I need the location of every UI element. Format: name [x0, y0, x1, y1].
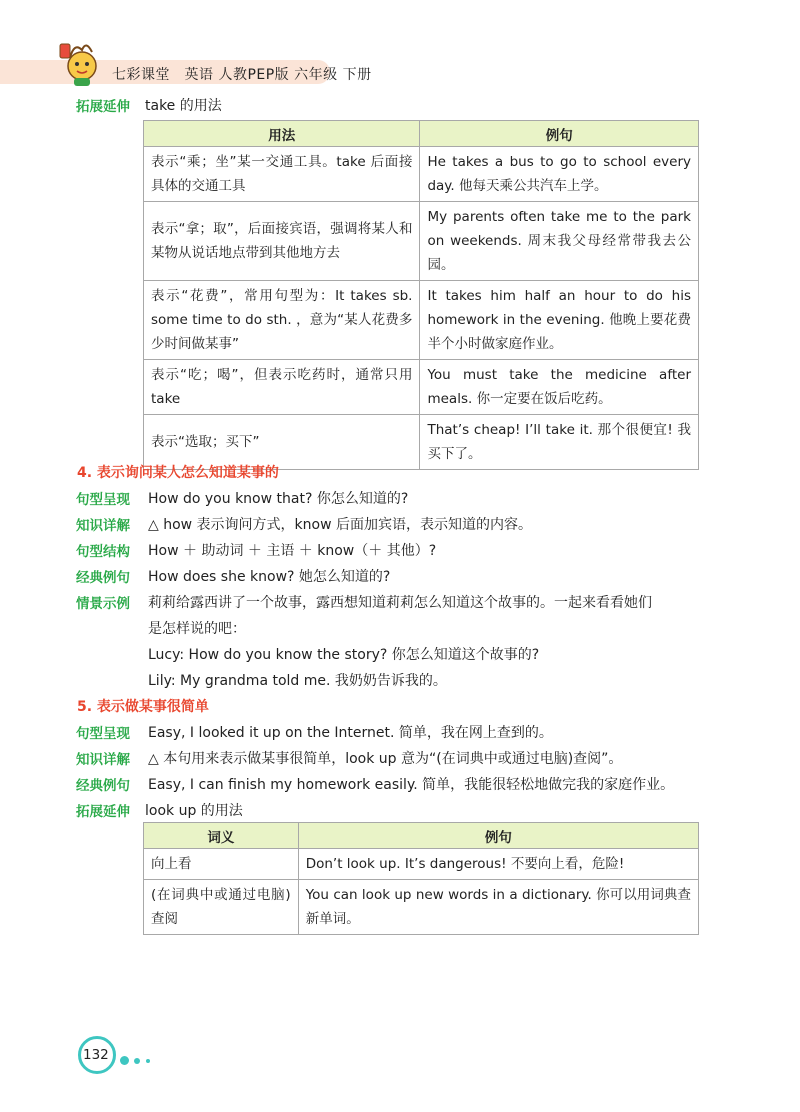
example-cell: That’s cheap! I’ll take it. 那个很便宜! 我买下了。: [420, 415, 699, 470]
s4-explanation: △ how 表示询问方式，know 后面加宾语，表示知道的内容。: [148, 517, 533, 533]
section-5-heading: 5. 表示做某事很简单: [77, 699, 209, 715]
example-cell: You can look up new words in a dictionary. 你可以用词典查新单词。: [298, 880, 698, 935]
s4-dialog-lily: Lily: My grandma told me. 我奶奶告诉我的。: [148, 673, 447, 689]
column-header: 词义: [144, 823, 299, 849]
usage-cell: 表示“选取；买下”: [144, 415, 420, 470]
label-qingjing: 情景示例: [76, 596, 130, 612]
label-juxing: 句型呈现: [76, 492, 130, 508]
s4-pattern: How do you know that? 你怎么知道的?: [148, 491, 409, 507]
table-row: [144, 880, 699, 935]
label-jingdian: 经典例句: [76, 778, 130, 794]
decor-dot: [146, 1059, 150, 1063]
table-row: [144, 202, 699, 281]
mascot-icon: [56, 36, 104, 88]
s4-example: How does she know? 她怎么知道的?: [148, 569, 391, 585]
section-4-heading: 4. 表示询问某人怎么知道某事的: [77, 465, 279, 481]
book-title: 七彩课堂 英语 人教PEP版 六年级 下册: [112, 67, 372, 83]
lookup-usage-table: [143, 822, 699, 935]
take-intro: take 的用法: [145, 98, 222, 114]
column-header: 用法: [144, 121, 420, 147]
usage-cell: 表示“吃；喝”，但表示吃药时，通常只用 take: [144, 360, 420, 415]
label-zhishi: 知识详解: [76, 752, 130, 768]
example-cell: You must take the medicine after meals. 你一定要在饭后吃药。: [420, 360, 699, 415]
decor-dot: [120, 1056, 129, 1065]
s4-scenario-line1: 莉莉给露西讲了一个故事，露西想知道莉莉怎么知道这个故事的。一起来看看她们: [148, 595, 652, 611]
usage-cell: 表示“花费”，常用句型为：It takes sb. some time to do sth. ，意为“某人花费多少时间做某事”: [144, 281, 420, 360]
table-row: [144, 147, 699, 202]
table-row: [144, 281, 699, 360]
usage-cell: 表示“拿；取”，后面接宾语，强调将某人和某物从说话地点带到其他地方去: [144, 202, 420, 281]
label-tuozhan: 拓展延伸: [76, 804, 130, 820]
decor-dot: [134, 1058, 140, 1064]
lookup-intro: look up 的用法: [145, 803, 243, 819]
meaning-cell: 向上看: [144, 849, 299, 880]
s5-pattern: Easy, I looked it up on the Internet. 简单，我在网上查到的。: [148, 725, 553, 741]
example-cell: It takes him half an hour to do his homework in the evening. 他晚上要花费半个小时做家庭作业。: [420, 281, 699, 360]
s4-dialog-lucy: Lucy: How do you know the story? 你怎么知道这个故事的?: [148, 647, 540, 663]
table-row: [144, 360, 699, 415]
example-cell: My parents often take me to the park on weekends. 周末我父母经常带我去公园。: [420, 202, 699, 281]
example-cell: Don’t look up. It’s dangerous! 不要向上看，危险!: [298, 849, 698, 880]
table-header-row: [144, 823, 699, 849]
s4-scenario-line2: 是怎样说的吧：: [148, 621, 246, 637]
label-jiegou: 句型结构: [76, 544, 130, 560]
take-usage-table: [143, 120, 699, 470]
meaning-cell: (在词典中或通过电脑)查阅: [144, 880, 299, 935]
label-juxing: 句型呈现: [76, 726, 130, 742]
s5-explanation: △ 本句用来表示做某事很简单，look up 意为“(在词典中或通过电脑)查阅”。: [148, 751, 623, 767]
column-header: 例句: [420, 121, 699, 147]
table-row: [144, 849, 699, 880]
example-cell: He takes a bus to go to school every day. 他每天乘公共汽车上学。: [420, 147, 699, 202]
s4-structure: How ＋ 助动词 ＋ 主语 ＋ know（＋ 其他）?: [148, 543, 437, 559]
label-zhishi: 知识详解: [76, 518, 130, 534]
table-header-row: [144, 121, 699, 147]
s5-example: Easy, I can finish my homework easily. 简单，我能很轻松地做完我的家庭作业。: [148, 777, 675, 793]
usage-cell: 表示“乘；坐”某一交通工具。take 后面接具体的交通工具: [144, 147, 420, 202]
column-header: 例句: [298, 823, 698, 849]
label-jingdian: 经典例句: [76, 570, 130, 586]
label-tuozhan: 拓展延伸: [76, 99, 130, 115]
page-number: 132: [83, 1047, 109, 1063]
